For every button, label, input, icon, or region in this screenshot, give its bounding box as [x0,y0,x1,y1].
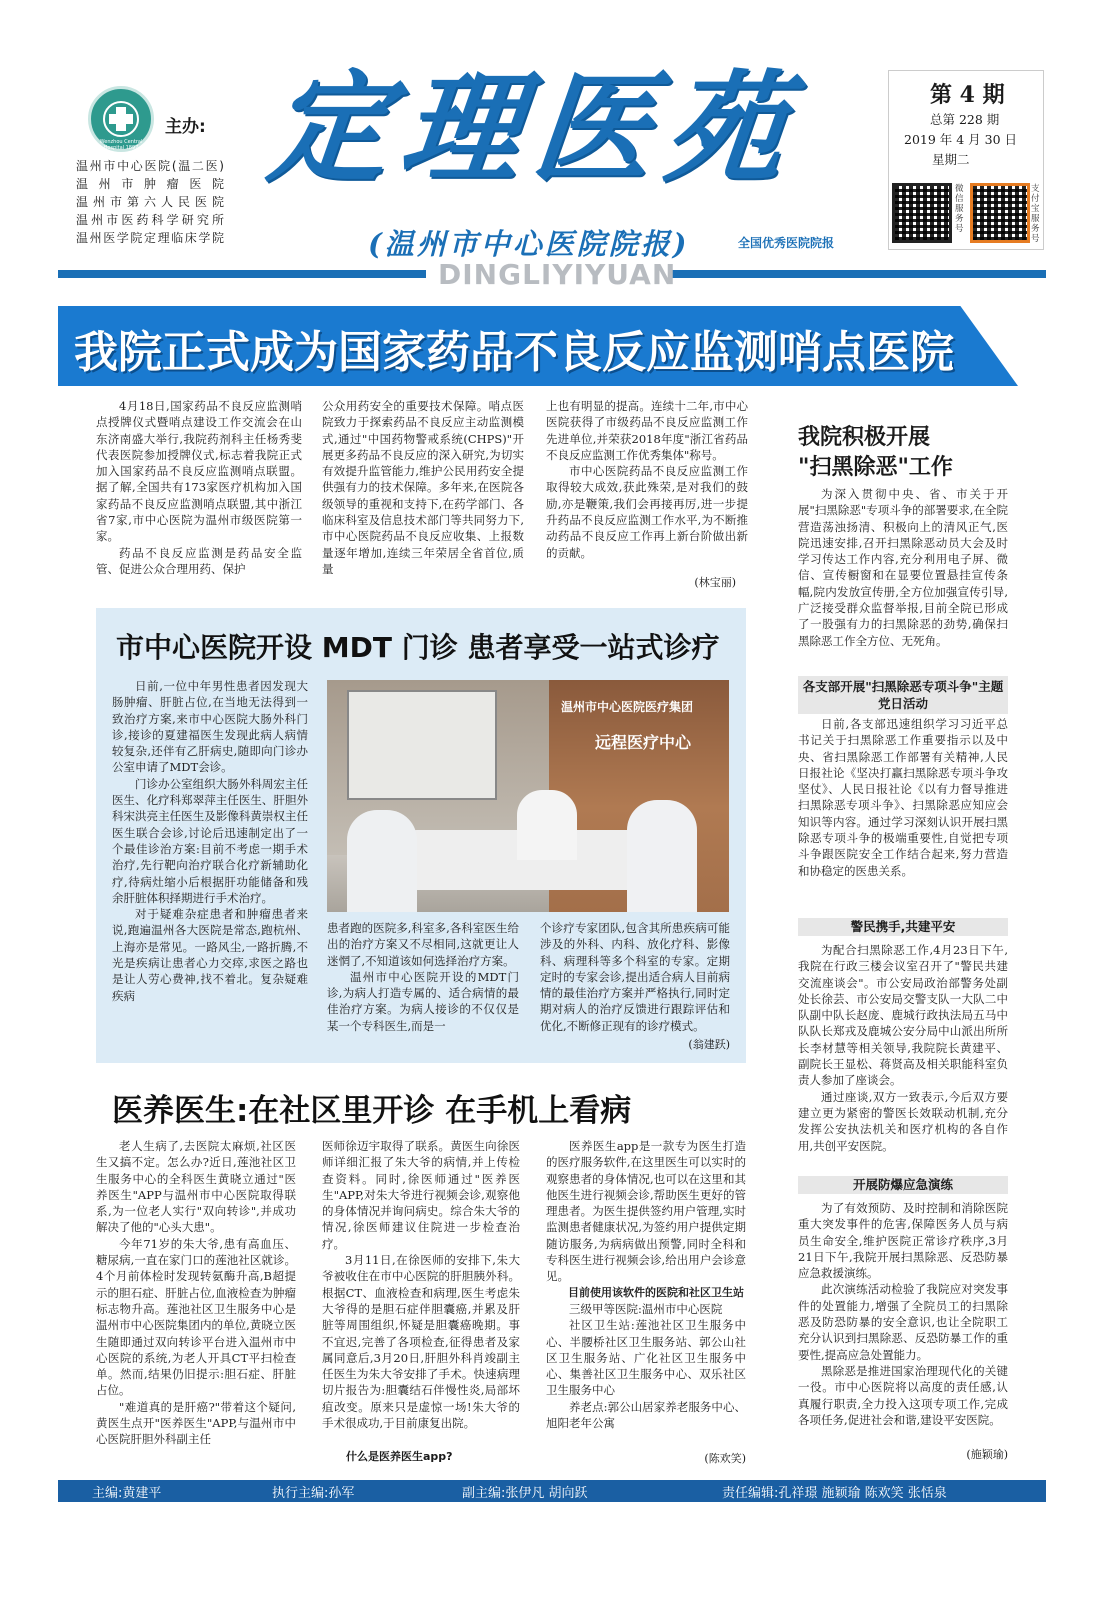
issue-weekday: 星期二 [932,152,970,167]
side-section-title: 开展防爆应急演练 [798,1176,1008,1194]
alipay-qr-code[interactable] [970,183,1030,243]
mdt-col-2 [327,920,519,1034]
paragraph: 医养医生app是一款专为医生打造的医疗服务软件,在这里医生可以实时的观察患者的身体情况,也可以在这里和其他医生进行视频会诊,帮助医生更好的管理患者。为医生提供签约用户管理,实时监测患者健康状况,为签约用户提供定期随访服务,为病病做出预警,同时全科和专科医生进行视频会诊,给出用户会诊意见。 [546,1139,746,1284]
paragraph: 温州市中心医院开设的MDT门诊,为病人打造专属的、适合病情的最佳治疗方案。为病人接诊的不仅仅是某一个专科医生,而是一 [327,969,519,1033]
paragraph: 上也有明显的提高。连续十二年,市中心医院获得了市级药品不良反应监测工作先进单位,并荣获2018年度"浙江省药品不良反应监测工作优秀集体"称号。 [546,399,748,462]
paragraph: "难道真的是肝癌?"带着这个疑问,黄医生点开"医养医生"APP,与温州市中心医院肝胆外科副主任 [96,1399,296,1447]
headline-col-3 [546,398,748,561]
wechat-qr-code[interactable] [892,183,952,243]
paragraph: 个诊疗专家团队,包含其所患疾病可能涉及的外科、内科、放化疗科、影像科、病理科等多个科室的专家。定期定时的专家会诊,提出适合病人目前病情的最佳治疗方案并严格执行,同时定期对病人的治疗反馈进行跟踪评估和优化,不断修正现有的诊疗模式。 [540,921,730,1033]
paragraph: 4月18日,国家药品不良反应监测哨点授牌仪式暨哨点建设工作交流会在山东济南盛大举行,我院药剂科主任杨秀斐代表医院参加授牌仪式,标志着我院正式加入国家药品不良反应监测哨点联盟。据了解,全国共有173家医疗机构加入国家药品不良反应监测哨点联盟,其中浙江省7家,市中心医院为温州市级医院第一家。 [96,399,302,544]
host-list [76,157,224,247]
author-byline: (林宝丽) [694,576,736,589]
paragraph: 医师徐迈宇取得了联系。黄医生向徐医师详细汇报了朱大爷的病情,并上传检查资料。同时,徐医师通过"医养医生"APP,对朱大爷进行视频会诊,观察他的身体情况并询问病史。综合朱大爷的情况,徐医师建议住院进一步检查治疗。 [322,1139,520,1251]
photo-sign: 温州市中心医院医疗集团 [561,700,694,714]
headline-col-2 [322,398,524,577]
yiyang-col-2 [322,1138,520,1431]
issue-date: 2019 年 4 月 30 日 [904,132,1018,147]
issue-number: 第 4 期 [930,82,1005,108]
side-section-3 [798,1200,1008,1428]
paragraph: 今年71岁的朱大爷,患有高血压、糖尿病,一直在家门口的莲池社区就诊。4个月前体检时发现转氨酶升高,B超提示的胆石症、肝脏占位,血液检查为肿瘤标志物升高。莲池社区卫生服务中心是温州市中心医院集团内的单位,黄晓立医生随即通过双向转诊平台进入温州市中心医院的系统,为老人开具CT平扫检查单。然而,结果仍旧提示:胆石症、肝脏占位。 [96,1236,296,1398]
paragraph: 为配合扫黑除恶工作,4月23日下午,我院在行政三楼会议室召开了"警民共建交流座谈会"。市公安局政治部警务处副处长徐芸、市公安局交警支队一大队二中队副中队长赵庞、鹿城行政执法局五马中队队长郑戎及鹿城公安分局中山派出所所长李材慧等相关领导,我院院长黄建平、副院长王显松、蒋贤高及相关职能科室负责人参加了座谈会。 [798,943,1008,1088]
paragraph: 此次演练活动检验了我院应对突发事件的处置能力,增强了全院员工的扫黑除恶及防恐防暴的安全意识,也让全院职工充分认识到扫黑除恶、反恐防暴工作的重要性,提高应急处置能力。 [798,1282,1008,1362]
host-label: 主办: [165,117,206,137]
subheading: 什么是医养医生app? [346,1450,453,1463]
host-item: 温州医学院定理临床学院 [76,231,224,245]
author-byline: (翁建跃) [688,1038,730,1051]
footer-editor: 主编:黄建平 [92,1486,162,1501]
paragraph: 药品不良反应监测是药品安全监管、促进公众合理用药、保护 [96,545,302,576]
logo-text: Wenzhou Central Hospital 1897 [99,139,143,151]
paragraph: 黑除恶是推进国家治理现代化的关键一役。市中心医院将以高度的责任感,认真履行职责,全力投入这项专项工作,完成各项任务,促进社会和谐,建设平安医院。 [798,1363,1008,1427]
host-item: 温州市第六人民医院 [76,195,224,209]
hospital-logo [88,86,154,152]
mdt-col-3 [540,920,730,1034]
yiyang-title: 医养医生:在社区里开诊 在手机上看病 [112,1093,632,1129]
side-section-1 [798,716,1008,879]
mdt-title: 市中心医院开设 MDT 门诊 患者享受一站式诊疗 [116,631,720,664]
author-byline: (施颖瑜) [966,1448,1008,1461]
newspaper-subtitle: (温州市中心医院院报) [368,227,690,261]
paragraph: 通过座谈,双方一致表示,今后双方要建立更为紧密的警医长效联动机制,充分发挥公安执法机关和医疗机构的各自作用,共创平安医院。 [798,1089,1008,1153]
award-label: 全国优秀医院院报 [738,236,835,250]
yiyang-col-3 [546,1138,746,1431]
list-item: 三级甲等医院:温州市中心医院 [569,1301,723,1316]
paragraph: 老人生病了,去医院太麻烦,社区医生又搞不定。怎么办?近日,莲池社区卫生服务中心的全科医生黄晓立通过"医养医生"APP与温州市中心医院取得联系,为一位老人实行"双向转诊",并成功解决了他的"心头大患"。 [96,1139,296,1235]
photo-sign: 远程医疗中心 [595,733,692,752]
yiyang-col-1 [96,1138,296,1448]
paragraph: 市中心医院药品不良反应监测工作取得较大成效,获此殊荣,是对我们的鼓励,亦是鞭策,我们会再接再厉,进一步提升药品不良反应监测工作水平,为不断推动药品不良反应工作再上新台阶做出新的贡献。 [546,464,748,560]
headline-col-1 [96,398,302,577]
host-item: 温州市中心医院(温二医) [76,159,224,173]
qr-label: 微信服务号 [955,184,964,234]
paragraph: 日前,各支部迅速组织学习习近平总书记关于扫黑除恶工作重要指示以及中央、省扫黑除恶工作部署有关精神,人民日报社论《坚决打赢扫黑除恶专项斗争攻坚仗》、人民日报社论《以有力督导推进扫黑除恶专项斗争》、扫黑除恶应知应会知识等内容。通过学习深刻认识开展扫黑除恶专项斗争的极端重要性,自觉把专项斗争跟医院安全工作结合起来,努力营造和协稳定的医患关系。 [798,717,1008,878]
paragraph: 门诊办公室组织大肠外科周宏主任医生、化疗科郑翠萍主任医生、肝胆外科宋洪亮主任医生及影像科黄崇权主任医生联合会诊,讨论后迅速制定出了一个最佳诊治方案:目前不考虑一期手术治疗,先行靶向治疗联合化疗新辅助化疗,待病灶缩小后根据肝功能储备和残余肝脏体积择期进行手术治疗。 [112,776,308,905]
footer-exec-editor: 执行主编:孙军 [272,1486,355,1501]
paragraph: 为深入贯彻中央、省、市关于开展"扫黑除恶"专项斗争的部署要求,在全院营造荡浊扬清、积极向上的清风正气,医院迅速安排,召开扫黑除恶动员大会及时学习传达工作内容,充分利用电子屏、微信、宣传橱窗和在显要位置悬挂宣传条幅,院内发放宣传册,全方位加强宣传引导,广泛接受群众监督举报,目前全院已形成了一股强有力的扫黑除恶的劲势,确保扫黑除恶工作全方位、无死角。 [798,487,1008,648]
side-intro [798,486,1008,649]
author-byline: (陈欢笑) [704,1452,746,1465]
headline-title: 我院正式成为国家药品不良反应监测哨点医院 [74,327,954,378]
side-title: "扫黑除恶"工作 [798,455,953,480]
masthead-rule-left [58,270,426,278]
footer-deputy-editors: 副主编:张伊凡 胡向跃 [462,1486,588,1501]
paragraph: 公众用药安全的重要技术保障。哨点医院致力于探索药品不良反应主动监测模式,通过"中国药物警戒系统(CHPS)"开展更多药品不良反应的深入研究,为切实有效提升监管能力,维护公民用药安全提供强有力的技术保障。多年来,在医院各级领导的重视和支持下,在药学部门、各临床科室及信息技术部门等共同努力下,市中心医院药品不良反应收集、上报数量逐年增加,连续三年荣居全省首位,质量 [322,399,524,576]
list-item: 社区卫生站:莲池社区卫生服务中心、半腰桥社区卫生服务站、郭公山社区卫生服务站、广化社区卫生服务中心、集善社区卫生服务中心、双乐社区卫生服务中心 [546,1318,746,1398]
issue-total: 总第 228 期 [930,112,1000,127]
paragraph: 患者跑的医院多,科室多,各科室医生给出的治疗方案又不尽相同,这就更让人迷惘了,不知道该如何选择治疗方案。 [327,921,519,968]
host-item: 温州市肿瘤医院 [76,177,224,191]
paragraph: 为了有效预防、及时控制和消除医院重大突发事件的危害,保障医务人员与病员生命安全,维护医院正常诊疗秩序,3月21日下午,我院开展扫黑除恶、反恐防暴应急救援演练。 [798,1201,1008,1281]
side-section-title: 各支部开展"扫黑除恶专项斗争"主题党日活动 [798,676,1008,714]
paragraph: 3月11日,在徐医师的安排下,朱大爷被收住在市中心医院的肝胆胰外科。根据CT、血液检查和病理,医生考虑朱大爷得的是胆石症伴胆囊癌,并累及肝脏等周围组织,怀疑是胆囊癌晚期。事不宜迟,完善了各项检查,征得患者及家属同意后,3月20日,肝胆外科肖竣副主任医生为朱大爷安排了手术。快速病理切片报告为:胆囊结石伴慢性炎,局部坏疽改变。原来只是虚惊一场!朱大爷的手术很成功,于目前康复出院。 [322,1253,520,1431]
side-title: 我院积极开展 [798,425,931,450]
newspaper-title: 定理医苑 [262,56,806,199]
subheading: 目前使用该软件的医院和社区卫生站 [568,1285,744,1299]
mdt-consultation-photo [327,680,729,912]
side-section-2 [798,942,1008,1154]
mdt-col-1 [112,678,308,1004]
paragraph: 对于疑难杂症患者和肿瘤患者来说,跑遍温州各大医院是常态,跑杭州、上海亦是常见。一路风尘,一路折腾,不光是疾病让患者心力交瘁,求医之路也是让人劳心费神,找不着北。复杂疑难疾病 [112,907,308,1003]
list-item: 养老点:郭公山居家养老服务中心、旭阳老年公寓 [546,1399,746,1431]
side-section-title: 警民携手,共建平安 [798,918,1008,936]
footer-editors: 责任编辑:孔祥璟 施颖瑜 陈欢笑 张恬泉 [722,1486,947,1501]
masthead-rule-right [670,270,1046,278]
paragraph: 日前,一位中年男性患者因发现大肠肿瘤、肝脏占位,在当地无法得到一致治疗方案,来市中心医院大肠外科门诊,接诊的夏建福医生发现此病人病情较复杂,还伴有乙肝病史,随即向门诊办公室申请了MDT会诊。 [112,679,308,775]
newspaper-pinyin: DINGLIYIYUAN [438,258,677,291]
host-item: 温州市医药科学研究所 [76,213,224,227]
qr-label: 支付宝服务号 [1031,184,1040,244]
